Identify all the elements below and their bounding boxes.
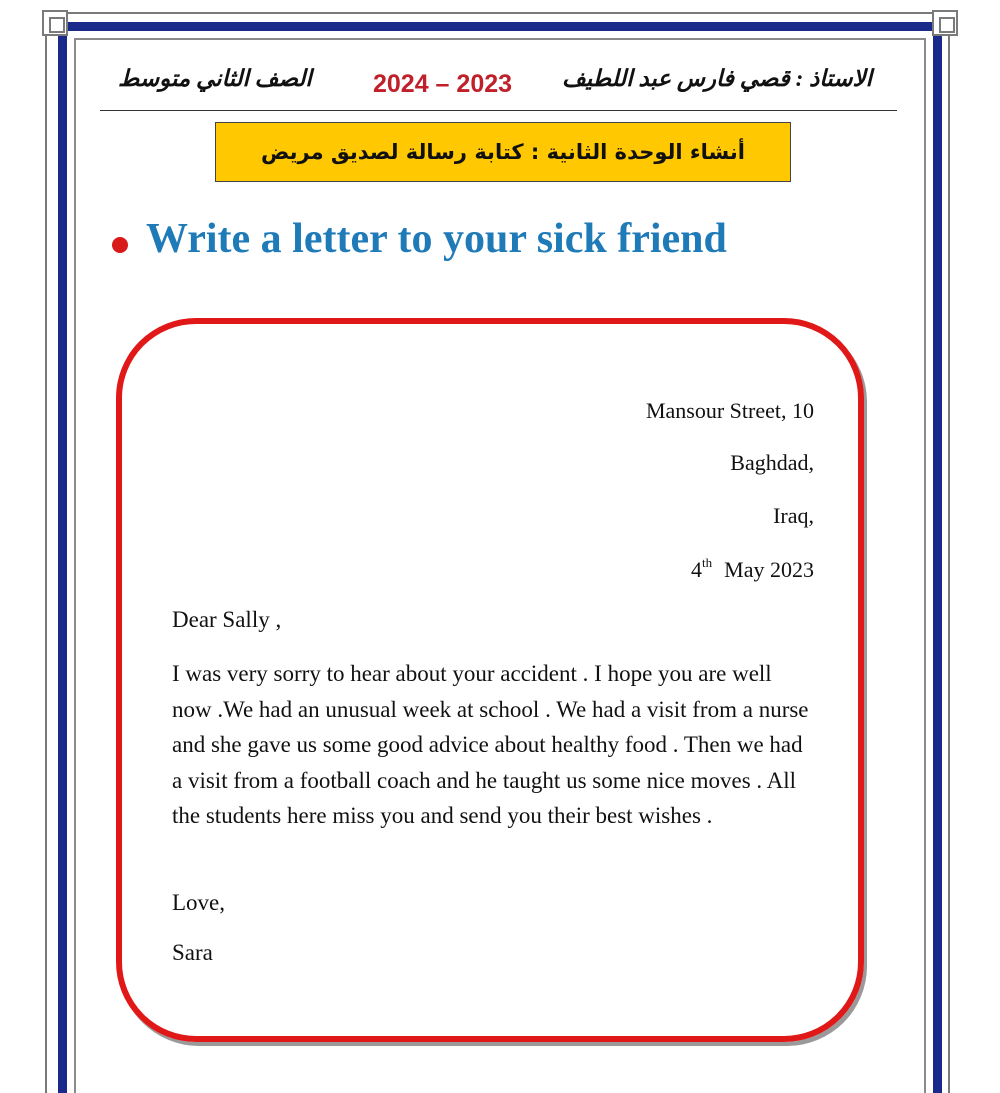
page-heading: Write a letter to your sick friend xyxy=(146,216,727,262)
letter-body: I was very sorry to hear about your accident . I hope you are well now .We had an unusual week at school . We had a visit from a nurse and she gave us some good advice about healthy food . Then we had a visit from a football coach and he taught us some nice moves . All the students here miss you and send you their best wishes . xyxy=(172,661,809,828)
address-street: Mansour Street, 10 xyxy=(645,398,814,423)
unit-banner-text: أنشاء الوحدة الثانية : كتابة رسالة لصديق مريض xyxy=(261,140,745,164)
academic-year: 2024 – 2023 xyxy=(373,70,513,98)
address-city: Baghdad, xyxy=(730,450,814,475)
letter-signature: Sara xyxy=(172,940,213,965)
address-country: Iraq, xyxy=(773,503,814,528)
bullet-icon xyxy=(112,237,128,253)
teacher-name: الاستاذ : قصي فارس عبد اللطيف xyxy=(561,66,872,91)
header-divider xyxy=(100,110,897,111)
letter-closing: Love, xyxy=(172,890,226,915)
frame-corner-ornament xyxy=(42,10,68,36)
date-day: 4 xyxy=(691,557,703,582)
letter-greeting: Dear Sally , xyxy=(172,607,282,632)
frame-corner-ornament xyxy=(932,10,958,36)
unit-banner xyxy=(215,122,791,182)
letter-date xyxy=(691,555,814,583)
class-level: الصف الثاني متوسط xyxy=(118,66,312,91)
date-suffix: th xyxy=(702,555,713,570)
date-month-year: May 2023 xyxy=(724,557,814,582)
